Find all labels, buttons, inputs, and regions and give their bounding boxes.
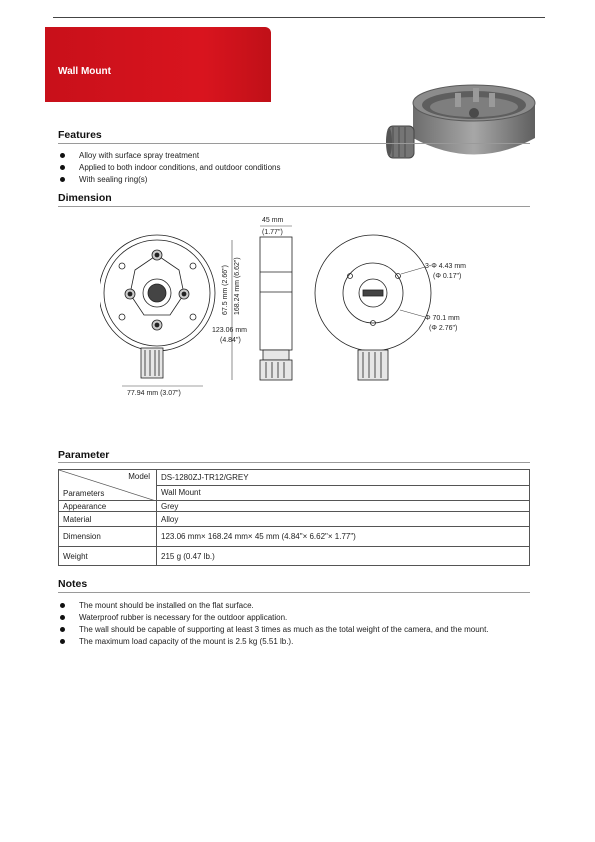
model-value: DS-1280ZJ-TR12/GREY	[157, 470, 530, 486]
header-params-label: Parameters	[63, 489, 105, 498]
features-rule	[58, 143, 530, 144]
dim-depth-in-label: (1.77")	[262, 229, 283, 236]
page-title: Wall Mount	[58, 66, 111, 77]
side-view	[260, 237, 292, 380]
notes-heading: Notes	[58, 578, 88, 590]
param-value: 123.06 mm× 168.24 mm× 45 mm (4.84"× 6.62"× 1.77")	[157, 527, 530, 547]
dim-center-in-label: (Φ 2.76")	[429, 325, 458, 332]
back-view	[315, 235, 431, 380]
list-item: The mount should be installed on the flat surface.	[58, 600, 530, 612]
list-item: The maximum load capacity of the mount is 2.5 kg (5.51 lb.).	[58, 636, 530, 648]
parameter-heading: Parameter	[58, 449, 110, 461]
dim-height-label: 168.24 mm (6.62")	[234, 257, 241, 315]
product-photo	[385, 83, 545, 178]
table-row	[59, 501, 530, 512]
dim-center-label: Φ 70.1 mm	[425, 315, 460, 322]
param-key: Appearance	[59, 501, 157, 512]
dim-depth-label: 45 mm	[262, 217, 284, 224]
table-row	[59, 547, 530, 566]
list-item: With sealing ring(s)	[58, 174, 280, 186]
param-value: 215 g (0.47 lb.)	[157, 547, 530, 566]
model-name: Wall Mount	[157, 485, 530, 501]
param-key: Material	[59, 512, 157, 527]
list-item: Applied to both indoor conditions, and outdoor conditions	[58, 162, 280, 174]
dimension-heading: Dimension	[58, 192, 112, 204]
features-list	[58, 150, 280, 186]
list-item: Waterproof rubber is necessary for the outdoor application.	[58, 612, 530, 624]
header-rule	[53, 17, 545, 18]
features-heading: Features	[58, 129, 102, 141]
param-key: Weight	[59, 547, 157, 566]
dim-width-in-label: (4.84")	[220, 337, 241, 344]
dim-width-label: 123.06 mm	[212, 327, 248, 334]
table-header-cell	[59, 470, 157, 501]
dim-small-dia-label: 67.5 mm (2.66")	[222, 265, 229, 315]
param-key: Dimension	[59, 527, 157, 547]
param-value: Alloy	[157, 512, 530, 527]
list-item: The wall should be capable of supporting at least 3 times as much as the total weight of the camera, and the mount.	[58, 624, 530, 636]
parameter-table	[58, 469, 530, 566]
parameter-rule	[58, 462, 530, 463]
table-row	[59, 527, 530, 547]
list-item: Alloy with surface spray treatment	[58, 150, 280, 162]
title-banner	[45, 27, 271, 102]
dimension-rule	[58, 206, 530, 207]
table-row	[59, 470, 530, 486]
dim-hole-label: 3-Φ 4.43 mm	[425, 263, 466, 270]
table-row	[59, 512, 530, 527]
notes-rule	[58, 592, 530, 593]
dim-base-label: 77.94 mm (3.07")	[127, 390, 181, 397]
dim-hole-in-label: (Φ 0.17")	[433, 273, 462, 280]
header-model-label: Model	[128, 472, 150, 481]
notes-list	[58, 600, 530, 648]
param-value: Grey	[157, 501, 530, 512]
dimension-drawing	[100, 210, 490, 410]
front-view	[100, 235, 215, 378]
